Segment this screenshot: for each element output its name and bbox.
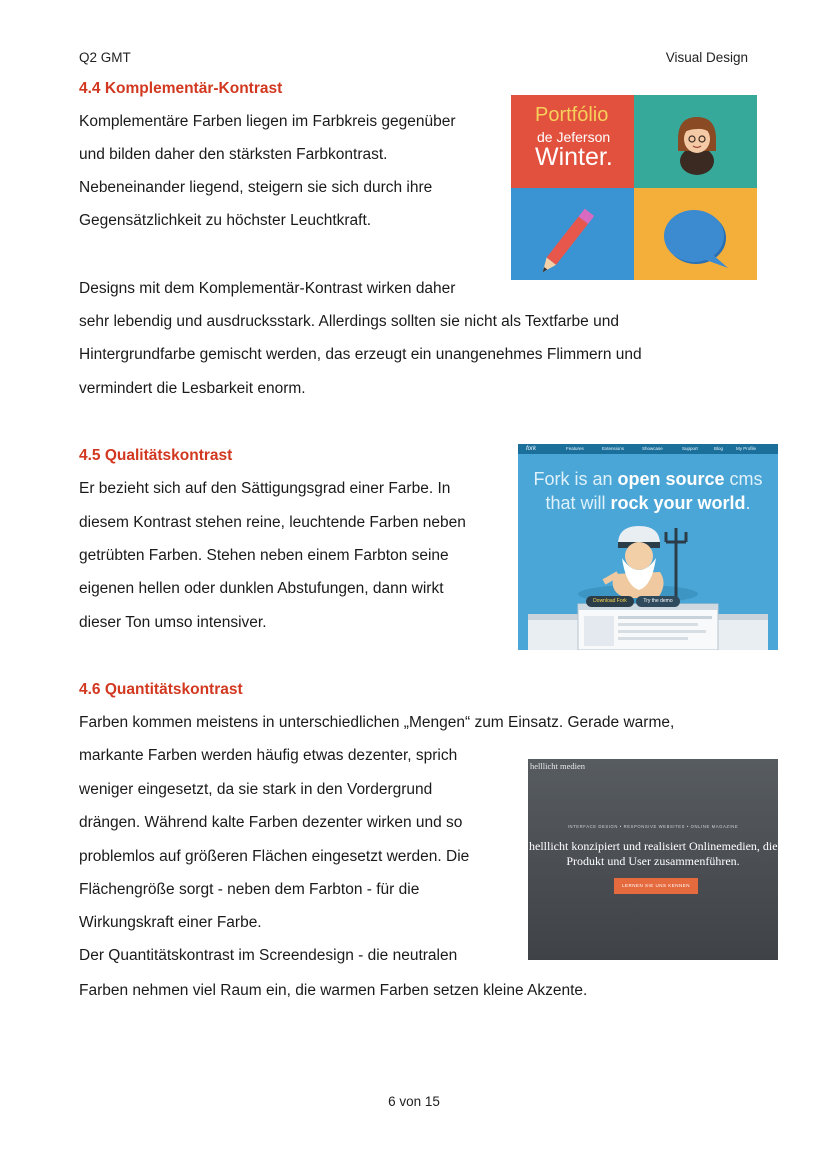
portfolio-title: Portfólio	[535, 104, 609, 126]
text-line: Er bezieht sich auf den Sättigungsgrad einer Farbe. In	[79, 480, 451, 497]
fork-nav-item: Support	[682, 446, 698, 451]
fork-nav-item: Features	[566, 446, 584, 451]
text-line: drängen. Während kalte Farben dezenter wirken und so	[79, 814, 463, 831]
text-line: Designs mit dem Komplementär-Kontrast wirken daher	[79, 280, 456, 297]
text-line: Nebeneinander liegend, steigern sie sich durch ihre	[79, 179, 433, 196]
fork-headline-2: that will rock your world.	[545, 493, 751, 513]
helllicht-logo: helllicht medien	[530, 761, 585, 771]
helllicht-tagline: INTERFACE DESIGN • RESPONSIVE WEBSITES • ONLINE MAGAZINE	[567, 824, 739, 829]
try-demo-button: Try the demo	[636, 596, 680, 607]
pencil-icon	[511, 188, 634, 280]
text-line: Der Quantitätskontrast im Screendesign - die neutralen	[79, 947, 458, 964]
text-line: sehr lebendig und ausdrucksstark. Allerdings sollten sie nicht als Textfarbe und	[79, 313, 619, 330]
text-line: Hintergrundfarbe gemischt werden, das erzeugt ein unangenehmes Flimmern und	[79, 346, 642, 363]
helllicht-medien-image	[528, 759, 778, 960]
heading-quantitaet: 4.6 Quantitätskontrast	[79, 681, 243, 698]
fork-nav-item: My Profile	[736, 446, 757, 451]
portfolio-tile-red	[511, 95, 634, 188]
avatar-illustration	[634, 95, 757, 187]
text-line: vermindert die Lesbarkeit enorm.	[79, 380, 306, 397]
fork-nav-item: Extensions	[602, 446, 625, 451]
text-line: dieser Ton umso intensiver.	[79, 614, 267, 631]
portfolio-name-last: Winter.	[535, 143, 613, 171]
text-line: getrübten Farben. Stehen neben einem Farbton seine	[79, 547, 449, 564]
portfolio-image	[511, 95, 757, 280]
helllicht-headline-2: Produkt und User zusammenführen.	[566, 854, 740, 868]
header-right: Visual Design	[665, 50, 748, 65]
speech-bubble-icon	[634, 188, 757, 280]
text-line: Farben nehmen viel Raum ein, die warmen Farben setzen kleine Akzente.	[79, 982, 588, 999]
fork-nav-item: Blog	[714, 446, 724, 451]
portfolio-name-first: de Jeferson	[537, 129, 611, 145]
header-left: Q2 GMT	[79, 50, 131, 65]
text-line: Wirkungskraft einer Farbe.	[79, 914, 262, 931]
text-line: und bilden daher den stärksten Farbkontrast.	[79, 146, 388, 163]
download-fork-button: Download Fork	[586, 596, 634, 607]
page-number: 6 von 15	[388, 1094, 440, 1109]
fork-nav-item: Showcase	[642, 446, 663, 451]
text-line: markante Farben werden häufig etwas dezenter, sprich	[79, 747, 458, 764]
text-line: eigenen hellen oder dunklen Abstufungen, dann wirkt	[79, 580, 444, 597]
text-line: weniger eingesetzt, da sie stark in den Vordergrund	[79, 781, 433, 798]
text-line: Gegensätzlichkeit zu höchster Leuchtkraft.	[79, 212, 372, 229]
portfolio-tile-yellow	[634, 188, 757, 281]
heading-qualitaet: 4.5 Qualitätskontrast	[79, 447, 233, 464]
text-line: Komplementäre Farben liegen im Farbkreis gegenüber	[79, 113, 456, 130]
portfolio-tile-blue	[511, 188, 634, 281]
fork-mascot-illustration	[518, 444, 778, 650]
fork-cms-image	[518, 444, 778, 650]
helllicht-cta-button: LERNEN SIE UNS KENNEN	[614, 878, 698, 894]
portfolio-tile-teal	[634, 95, 757, 188]
fork-logo: fork	[526, 446, 537, 452]
text-line: Farben kommen meistens in unterschiedlichen „Mengen“ zum Einsatz. Gerade warme,	[79, 714, 675, 731]
text-line: diesem Kontrast stehen reine, leuchtende Farben neben	[79, 514, 466, 531]
fork-headline-1: Fork is an open source cms	[533, 469, 763, 489]
text-line: problemlos auf größeren Flächen eingesetzt werden. Die	[79, 848, 470, 865]
heading-komplementaer: 4.4 Komplementär-Kontrast	[79, 80, 283, 97]
text-line: Flächengröße sorgt - neben dem Farbton - für die	[79, 881, 420, 898]
helllicht-headline-1: helllicht konzipiert und realisiert Onlinemedien, die	[529, 839, 778, 853]
